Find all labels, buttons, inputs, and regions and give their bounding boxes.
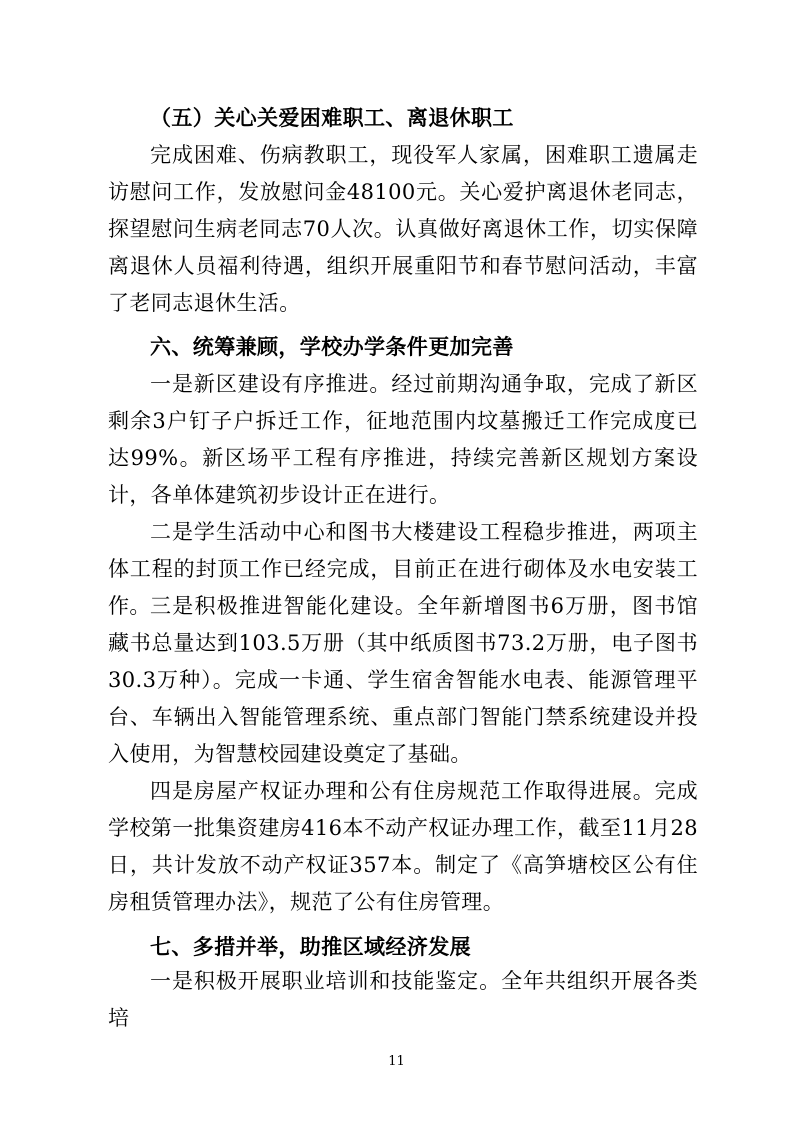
paragraph-property-certificates: 四是房屋产权证办理和公有住房规范工作取得进展。完成学校第一批集资建房416本不动产权证办理工作，截至11月28日，共计发放不动产权证357本。制定了《高笋塘校区公有住房租赁管理办法》，规范了公有住房管理。 (108, 779, 698, 914)
paragraph-care-for-staff: 完成困难、伤病教职工，现役军人家属，困难职工遗属走访慰问工作，发放慰问金48100元。关心爱护离退休老同志，探望慰问生病老同志70人次。认真做好离退休工作，切实保障离退休人员福利待遇，组织开展重阳节和春节慰问活动，丰富了老同志退休生活。 (108, 143, 698, 315)
subsection-heading-care-for-staff: （五）关心关爱困难职工、离退休职工 (150, 106, 514, 130)
page-number: 11 (388, 1054, 405, 1069)
paragraph-student-center-library: 二是学生活动中心和图书大楼建设工程稳步推进，两项主体工程的封顶工作已经完成，目前正在进行砌体及水电安装工作。 (108, 520, 698, 618)
paragraph-new-campus: 一是新区建设有序推进。经过前期沟通争取，完成了新区剩余3户钉子户拆迁工作，征地范围内坟墓搬迁工作完成度已达99%。新区场平工程有序推进，持续完善新区规划方案设计，各单体建筑初步设计正在进行。 (108, 372, 698, 507)
section-heading-school-conditions: 六、统筹兼顾，学校办学条件更加完善 (150, 335, 514, 359)
section-heading-regional-economy: 七、多措并举，助推区域经济发展 (150, 935, 471, 959)
paragraph-vocational-training: 一是积极开展职业培训和技能鉴定。全年共组织开展各类培 (108, 969, 698, 1030)
paragraph-smart-campus: 三是积极推进智能化建设。全年新增图书6万册，图书馆藏书总量达到103.5万册（其中纸质图书73.2万册，电子图书30.3万种）。完成一卡通、学生宿舍智能水电表、能源管理平台、车辆出入智能管理系统、重点部门智能门禁系统建设并投入使用，为智慧校园建设奠定了基础。 (108, 594, 698, 766)
